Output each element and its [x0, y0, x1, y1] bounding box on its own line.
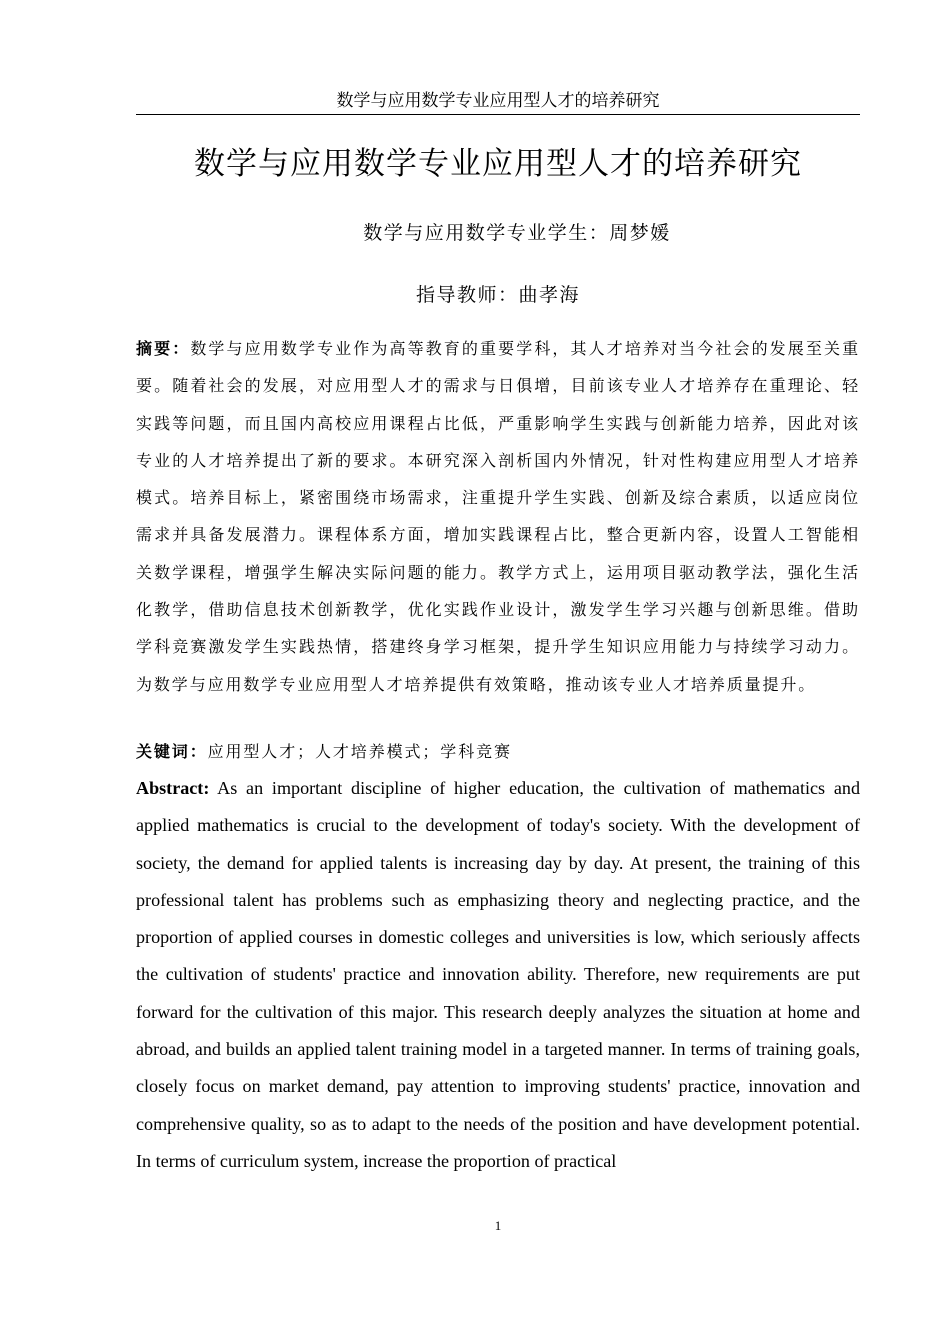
abstract-chinese: [136, 330, 860, 703]
abstract-english-text: As an important discipline of higher education, the cultivation of mathematics and applied mathematics is crucial to the development of today's society. With the development of society, the demand for applied talents is increasing day by day. At present, the training of this professional talent has problems such as emphasizing theory and neglecting practice, and the proportion of applied courses in domestic colleges and universities is low, which seriously affects the cultivation of students' practice and innovation ability. Therefore, new requirements are put forward for the cultivation of this major. This research deeply analyzes the situation at home and abroad, and builds an applied talent training model in a targeted manner. In terms of training goals, closely focus on market demand, pay attention to improving students' practice, innovation and comprehensive quality, so as to adapt to the needs of the position and have development potential. In terms of curriculum system, increase the proportion of practical: [136, 778, 860, 1171]
advisor-line: 指导教师：曲孝海: [415, 284, 580, 306]
keywords: [136, 737, 860, 767]
running-header: 数学与应用数学专业应用型人才的培养研究: [336, 91, 660, 111]
abstract-english: [136, 770, 860, 1180]
paper-title: 数学与应用数学专业应用型人才的培养研究: [194, 146, 802, 182]
keywords-text: 应用型人才；人才培养模式；学科竞赛: [207, 742, 512, 761]
student-line: 数学与应用数学专业学生：周梦媛: [363, 222, 671, 244]
page-number: 1: [494, 1218, 502, 1233]
abstract-chinese-label: 摘要：: [136, 339, 191, 358]
keywords-label: 关键词：: [136, 742, 208, 761]
abstract-english-label: Abstract:: [136, 778, 210, 798]
abstract-chinese-text: 数学与应用数学专业作为高等教育的重要学科，其人才培养对当今社会的发展至关重要。随着社会的发展，对应用型人才的需求与日俱增，目前该专业人才培养存在重理论、轻实践等问题，而且国内高校应用课程占比低，严重影响学生实践与创新能力培养，因此对该专业的人才培养提出了新的要求。本研究深入剖析国内外情况，针对性构建应用型人才培养模式。培养目标上，紧密围绕市场需求，注重提升学生实践、创新及综合素质，以适应岗位需求并具备发展潜力。课程体系方面，增加实践课程占比，整合更新内容，设置人工智能相关数学课程，增强学生解决实际问题的能力。教学方式上，运用项目驱动教学法，强化生活化教学，借助信息技术创新教学，优化实践作业设计，激发学生学习兴趣与创新思维。借助学科竞赛激发学生实践热情，搭建终身学习框架，提升学生知识应用能力与持续学习动力。为数学与应用数学专业应用型人才培养提供有效策略，推动该专业人才培养质量提升。: [136, 339, 860, 694]
header-rule: [136, 114, 860, 115]
